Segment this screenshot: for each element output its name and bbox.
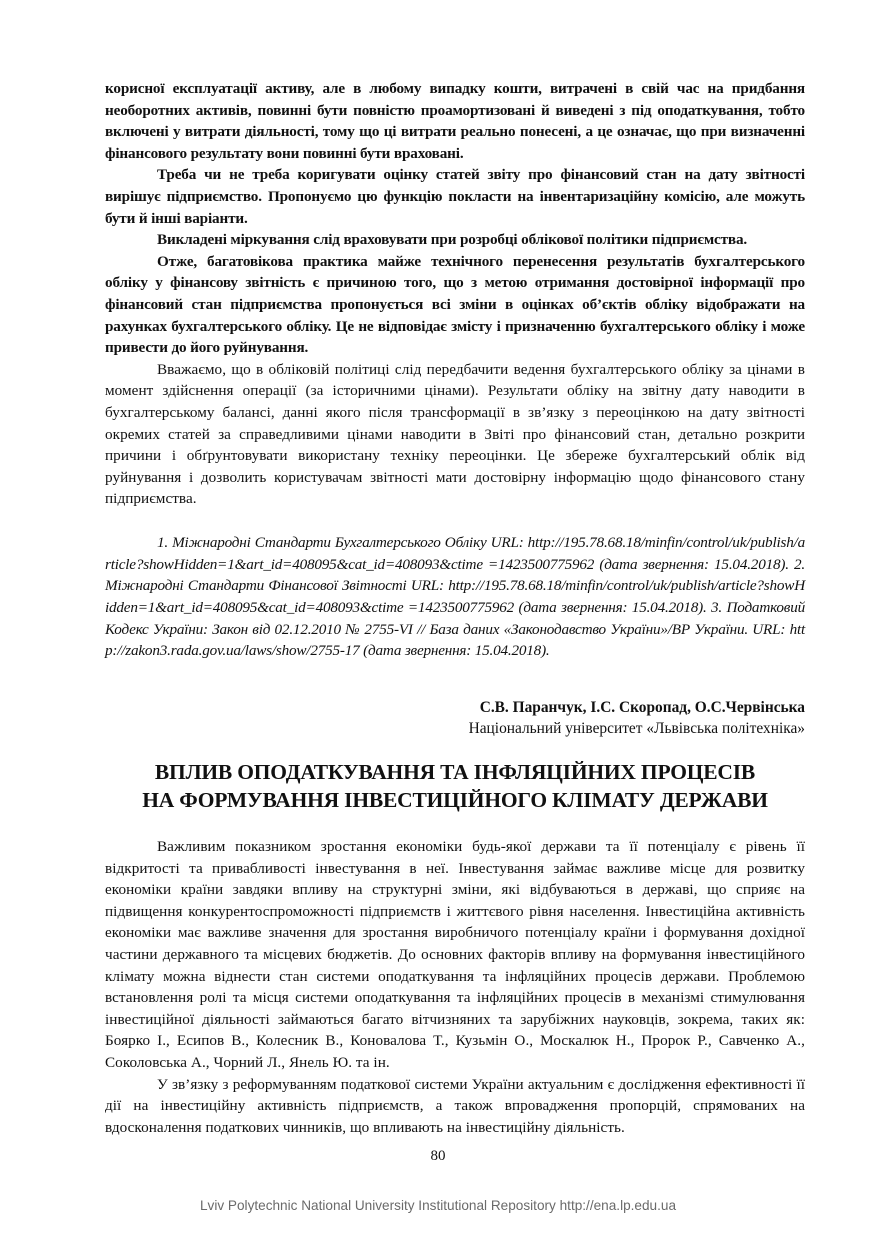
- paragraph: У зв’язку з реформуванням податкової системи України актуальним є дослідження ефективності її дії на інвестиційну активність підприємств, а також впровадження пропорцій, спрямованих на вдосконалення податкових чинників, що впливають на інвестиційну діяльність.: [105, 1075, 805, 1136]
- previous-article-continuation: [105, 78, 805, 677]
- references-list: 1. Міжнародні Стандарти Бухгалтерського Обліку URL: http://195.78.68.18/minfin/control/uk/publish/article?showHidden=1&art_id=408095&cat_id=408093&ctime =1423500775962 (дата звернення: 15.04.2018). 2. Міжнародні Стандарти Фінансової Звітності URL: http://195.78.68.18/minfin/control/uk/publish/article?showHidden=1&art_id=408095&cat_id=408093&ctime =1423500775962 (дата звернення: 15.04.2018). 3. Податковий Кодекс України: Закон від 02.12.2010 № 2755-VI // База даних «Законодавство України»/ВР України. URL: http://zakon3.rada.gov.ua/laws/show/2755-17 (дата звернення: 15.04.2018).: [105, 533, 805, 660]
- author-block: [469, 697, 805, 739]
- paragraph: Треба чи не треба коригувати оцінку статей звіту про фінансовий стан на дату звітності вирішує підприємство. Пропонуємо цю функцію покласти на інвентаризаційну комісію, але можуть бути й інші варіанти.: [105, 166, 805, 227]
- article-title: [105, 758, 805, 814]
- paragraph: Важливим показником зростання економіки будь-якої держави та її потенціалу є рівень її відкритості та привабливості інвестування в неї. Інвестування займає важливе місце для розвитку економіки країни завдяки впливу на структурні зміни, які відбуваються в державі, що сприяє на підвищення конкурентоспроможності підприємств і життєвого рівня населення. Інвестиційна активність економіки має важливе значення для зростання виробничого потенціалу країни і формування дохідної частини державного та місцевих бюджетів. До основних факторів впливу на формування інвестиційного клімату можна віднести стан системи оподаткування та інфляційних процесів держави. Проблемою встановлення ролі та місця системи оподаткування та інфляційних процесів в механізмі стимулювання інвестиційної діяльності займаються багато вітчизняних та зарубіжних науковців, зокрема, таких як: Боярко І., Есипов В., Колесник В., Коновалова Т., Кузьмін О., Москалюк Н., Пророк Р., Савченко А., Соколовська А., Чорний Л., Янель Ю. та ін.: [105, 838, 805, 1071]
- author-names: С.В. Паранчук, І.С. Скоропад, О.С.Червінська: [479, 699, 805, 716]
- article-title-line-1: ВПЛИВ ОПОДАТКУВАННЯ ТА ІНФЛЯЦІЙНИХ ПРОЦЕСІВ: [154, 760, 756, 784]
- article-title-line-2: НА ФОРМУВАННЯ ІНВЕСТИЦІЙНОГО КЛІМАТУ ДЕРЖАВИ: [142, 788, 768, 812]
- paragraph: Вважаємо, що в обліковій політиці слід передбачити ведення бухгалтерського обліку за цінами в момент здійснення операції (за історичними цінами). Результати обліку на звітну дату наводити в бухгалтерському балансі, данні якого після трансформації в зв’язку з переоцінкою на дату звітності окремих статей за справедливими цінами наводити в Звіті про фінансовий стан, детально розкрити причини і обґрунтовувати використану техніку переоцінки. Це збереже бухгалтерський облік від руйнування і дозволить користувачам звітності мати достовірну інформацію щодо фінансового стану підприємства.: [105, 360, 805, 508]
- paragraph: Викладені міркування слід враховувати при розробці облікової політики підприємства.: [157, 231, 748, 249]
- paragraph: корисної експлуатації активу, але в любому випадку кошти, витрачені в свій час на придбання необоротних активів, повинні бути повністю проамортизовані й виведені з під оподаткування, тобто включені у витрати діяльності, тому що ці витрати реально понесені, а це означає, що при визначенні фінансового результату вони повинні бути враховані.: [105, 80, 805, 162]
- article-body: [105, 836, 805, 1138]
- page-number: 80: [430, 1148, 446, 1164]
- repository-footer: Lviv Polytechnic National University Institutional Repository http://ena.lp.edu.ua: [199, 1198, 677, 1213]
- author-affiliation: Національний університет «Львівська політехніка»: [468, 720, 805, 737]
- paragraph: Отже, багатовікова практика майже технічного перенесення результатів бухгалтерського обліку у фінансову звітність є причиною того, що з метою отримання достовірної інформації про фінансовий стан підприємства пропонується всі зміни в оцінках об’єктів обліку відображати на рахунках бухгалтерського обліку. Це не відповідає змісту і призначенню бухгалтерського обліку і може привести до його руйнування.: [105, 252, 805, 357]
